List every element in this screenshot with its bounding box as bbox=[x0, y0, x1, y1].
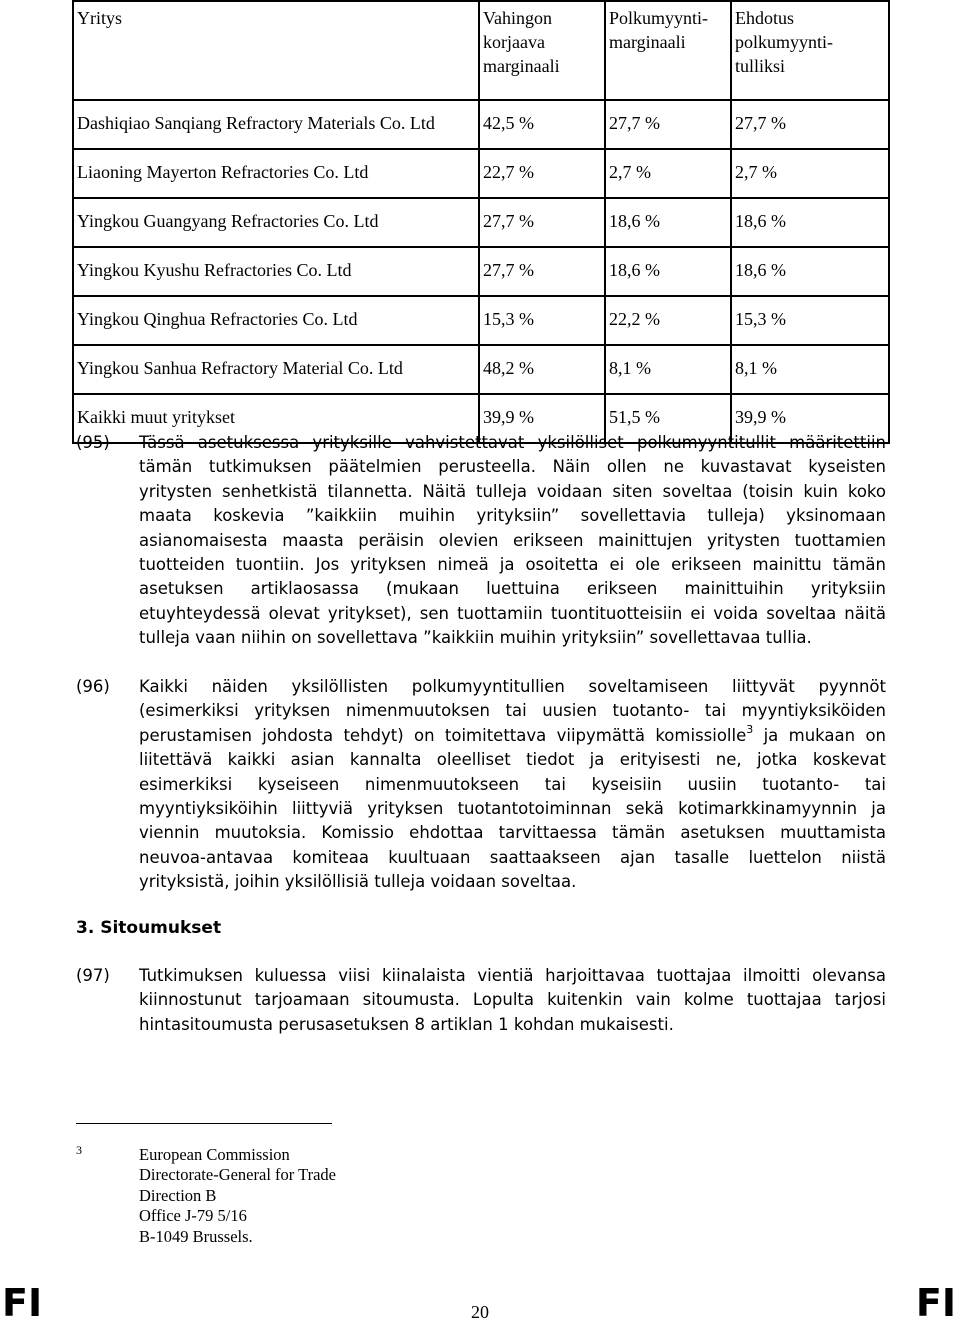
cell-company: Yingkou Guangyang Refractories Co. Ltd bbox=[73, 198, 479, 247]
paragraph-number: (97) bbox=[76, 966, 110, 985]
text-line: Tässä asetuksessa yrityksille vahvistettavat yksilölliset polkumyyntitullit määritettiin bbox=[139, 433, 886, 452]
cell-injury: 39,9 % bbox=[479, 394, 605, 443]
text-line: yritysten senhetkistä tilannetta. Näitä tulleja voidaan siten soveltaa (toisin kuin koko bbox=[139, 481, 886, 501]
text-segment: perustamisen johdosta tehdyt) on toimitettava viipymättä komissiolle bbox=[139, 725, 747, 745]
text-line bbox=[139, 724, 886, 748]
header-company: Yritys bbox=[73, 1, 479, 100]
footer-language-left: FI bbox=[2, 1281, 43, 1325]
cell-duty: 8,1 % bbox=[731, 345, 889, 394]
text-line: tämän tutkimuksen päätelmien perusteella. Näin ollen ne kuvastavat kyseisten bbox=[139, 457, 886, 477]
cell-dumping: 51,5 % bbox=[605, 394, 731, 443]
footnote-line: Directorate-General for Trade bbox=[139, 1165, 336, 1185]
cell-injury: 27,7 % bbox=[479, 247, 605, 296]
cell-company: Dashiqiao Sanqiang Refractory Materials Co. Ltd bbox=[73, 100, 479, 149]
paragraph-97 bbox=[76, 964, 886, 1037]
text-line: yrityksistä, joihin yksilöllisiä tulleja voidaan soveltaa. bbox=[139, 872, 577, 892]
text-line: etuyhteydessä olevat yritykset), sen tuottamiin tuontituotteisiin ei voida soveltaa näitä bbox=[139, 603, 886, 623]
text-line: myyntiyksiköihin liittyviä yrityksen tuotantotoiminnan sekä kotimarkkinamyynnin ja bbox=[139, 799, 886, 819]
cell-injury: 15,3 % bbox=[479, 296, 605, 345]
footnote-line: B-1049 Brussels. bbox=[139, 1226, 253, 1246]
footnote-text bbox=[139, 1145, 336, 1247]
table-row bbox=[73, 149, 889, 198]
paragraph-95 bbox=[76, 431, 886, 651]
section-heading: 3. Sitoumukset bbox=[76, 918, 222, 938]
text-line: neuvoa-antavaa komiteaa kuultuaan saattaakseen ajan tasalle luettelon niistä bbox=[139, 847, 886, 867]
footnote-line: European Commission bbox=[139, 1145, 290, 1164]
table-row bbox=[73, 296, 889, 345]
table-row bbox=[73, 247, 889, 296]
footnote-reference[interactable]: 3 bbox=[746, 722, 754, 736]
table-row bbox=[73, 345, 889, 394]
paragraph-number: (96) bbox=[76, 677, 110, 696]
header-injury-margin: Vahingon korjaava marginaali bbox=[479, 1, 605, 100]
cell-injury: 48,2 % bbox=[479, 345, 605, 394]
cell-dumping: 27,7 % bbox=[605, 100, 731, 149]
cell-dumping: 22,2 % bbox=[605, 296, 731, 345]
cell-injury: 22,7 % bbox=[479, 149, 605, 198]
text-segment: ja mukaan on bbox=[753, 725, 886, 745]
cell-company: Yingkou Qinghua Refractories Co. Ltd bbox=[73, 296, 479, 345]
text-line: kiinnostunut tarjoamaan sitoumusta. Lopulta kuitenkin vain kolme tuottajaa tarjosi bbox=[139, 990, 886, 1010]
text-line: viennin muutoksia. Komissio ehdottaa tarvittaessa tämän asetuksen muuttamista bbox=[139, 823, 886, 843]
text-line: asetuksen artiklaosassa (mukaan luettuina erikseen mainittuihin yrityksiin bbox=[139, 579, 886, 599]
text-line: (esimerkiksi yrityksen nimenmuutoksen tai uusien tuotanto- tai myyntiyksiköiden bbox=[139, 701, 886, 721]
cell-dumping: 18,6 % bbox=[605, 198, 731, 247]
cell-injury: 27,7 % bbox=[479, 198, 605, 247]
footnote-mark: 3 bbox=[76, 1143, 82, 1157]
text-line: Kaikki näiden yksilöllisten polkumyyntitullien soveltamiseen liittyvät pyynnöt bbox=[139, 677, 886, 696]
cell-duty: 2,7 % bbox=[731, 149, 889, 198]
cell-injury: 42,5 % bbox=[479, 100, 605, 149]
footnote-line: Office J-79 5/16 bbox=[139, 1206, 247, 1226]
duty-table bbox=[72, 0, 890, 444]
cell-duty: 15,3 % bbox=[731, 296, 889, 345]
paragraph-number: (95) bbox=[76, 433, 110, 452]
text-line: esimerkiksi kyseiseen nimenmuutokseen tai kyseisiin uusiin tuotanto- tai bbox=[139, 774, 886, 794]
text-line: asianomaisesta maasta peräisin olevien erikseen mainittujen yritysten tuottamien bbox=[139, 530, 886, 550]
table-header-row bbox=[73, 1, 889, 100]
header-dumping-margin: Polkumyynti- marginaali bbox=[605, 1, 731, 100]
cell-dumping: 2,7 % bbox=[605, 149, 731, 198]
cell-dumping: 18,6 % bbox=[605, 247, 731, 296]
cell-company: Yingkou Sanhua Refractory Material Co. Ltd bbox=[73, 345, 479, 394]
cell-company: Liaoning Mayerton Refractories Co. Ltd bbox=[73, 149, 479, 198]
table-row bbox=[73, 198, 889, 247]
table-row bbox=[73, 100, 889, 149]
footnote-line: Direction B bbox=[139, 1185, 217, 1205]
cell-duty: 39,9 % bbox=[731, 394, 889, 443]
cell-duty: 18,6 % bbox=[731, 198, 889, 247]
text-line: Tutkimuksen kuluessa viisi kiinalaista vientiä harjoittavaa tuottajaa ilmoitti olevansa bbox=[139, 966, 886, 985]
cell-duty: 27,7 % bbox=[731, 100, 889, 149]
cell-company: Yingkou Kyushu Refractories Co. Ltd bbox=[73, 247, 479, 296]
text-line: maata koskevia ”kaikkiin muihin yrityksiin” sovellettavia tulleja) yksinomaan bbox=[139, 506, 886, 526]
header-proposed-duty: Ehdotus polkumyynti- tulliksi bbox=[731, 1, 889, 100]
cell-company: Kaikki muut yritykset bbox=[73, 394, 479, 443]
text-line: liitettävä kaikki asian kannalta oleelliset tiedot ja erityisesti ne, jotka koskevat bbox=[139, 750, 886, 770]
footer-language-right: FI bbox=[915, 1281, 956, 1325]
text-line: tuotteiden tuontiin. Jos yrityksen nimeä ja osoitetta ei ole erikseen mainittu tämän bbox=[139, 555, 886, 575]
text-line: hintasitoumusta perusasetuksen 8 artiklan 1 kohdan mukaisesti. bbox=[139, 1014, 674, 1034]
cell-duty: 18,6 % bbox=[731, 247, 889, 296]
paragraph-96 bbox=[76, 675, 886, 895]
text-line: tulleja vaan niihin on sovellettava ”kaikkiin muihin yrityksiin” sovellettavaa tullia. bbox=[139, 628, 812, 648]
cell-dumping: 8,1 % bbox=[605, 345, 731, 394]
footnote-divider bbox=[76, 1123, 332, 1124]
page-number: 20 bbox=[471, 1302, 489, 1322]
